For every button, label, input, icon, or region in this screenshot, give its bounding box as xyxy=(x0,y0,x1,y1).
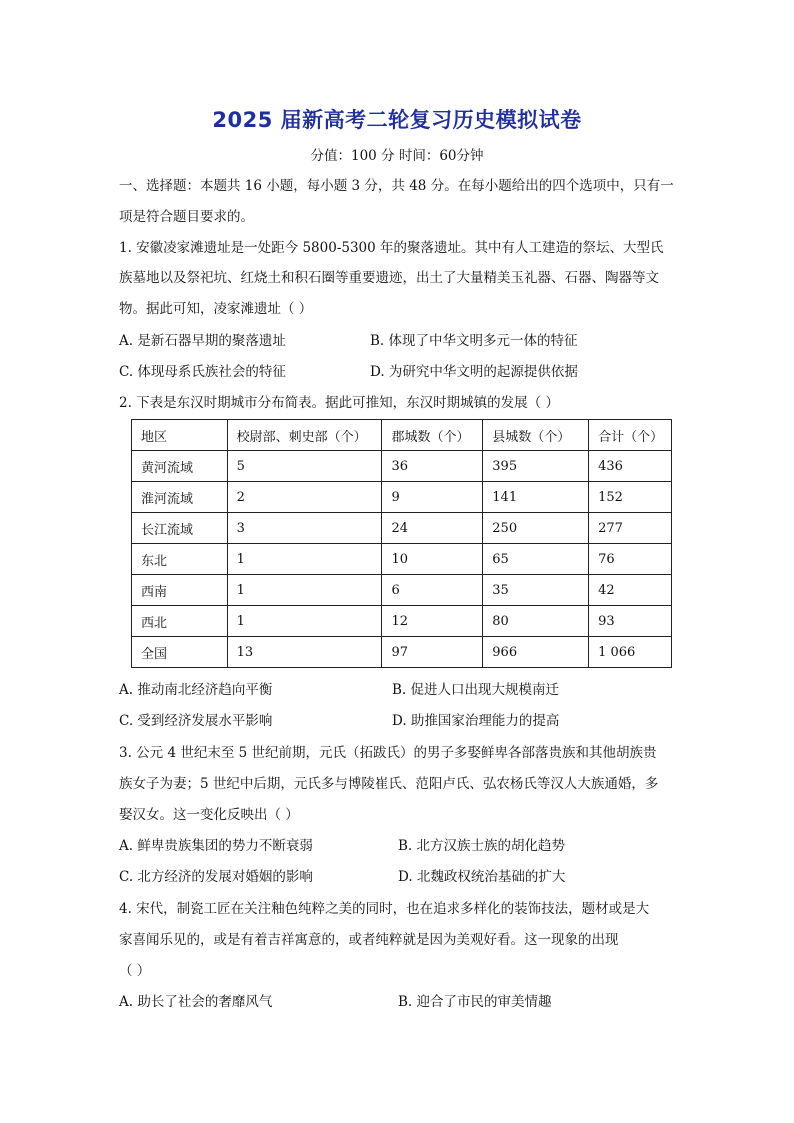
q1-option-d[interactable]: D. 为研究中华文明的起源提供依据 xyxy=(370,364,578,380)
q2-option-a[interactable]: A. 推动南北经济趋向平衡 xyxy=(119,682,273,698)
q3-stem-line1: 3. 公元 4 世纪末至 5 世纪前期，元氏（拓跋氏）的男子多娶鲜卑各部落贵族和其他胡族贵 xyxy=(119,745,657,761)
section-instruction-line2: 项是符合题目要求的。 xyxy=(119,209,254,225)
table-row xyxy=(132,482,672,513)
q2-option-b[interactable]: B. 促进人口出现大规模南迁 xyxy=(392,682,560,698)
table-cell: 5 xyxy=(227,451,382,482)
table-header-cell: 县城数（个） xyxy=(483,420,589,451)
q4-stem-line1: 4. 宋代，制瓷工匠在关注釉色纯粹之美的同时，也在追求多样化的装饰技法，题材或是大 xyxy=(119,901,650,917)
q1-stem-line1: 1. 安徽凌家滩遗址是一处距今 5800-5300 年的聚落遗址。其中有人工建造的祭坛、大型氏 xyxy=(119,240,664,256)
table-row xyxy=(132,637,672,668)
section-instruction-line1: 一、选择题：本题共 16 小题，每小题 3 分，共 48 分。在每小题给出的四个选项中，只有一 xyxy=(119,178,674,194)
table-cell: 152 xyxy=(589,482,672,513)
q4-stem-line3: （ ） xyxy=(119,963,151,979)
q2-option-d[interactable]: D. 助推国家治理能力的提高 xyxy=(392,713,560,729)
q1-stem-line3: 物。据此可知，凌家滩遗址（ ） xyxy=(119,301,313,317)
table-cell: 6 xyxy=(382,575,483,606)
q3-stem-line2: 族女子为妻；5 世纪中后期，元氏多与博陵崔氏、范阳卢氏、弘农杨氏等汉人大族通婚，多 xyxy=(119,776,659,792)
table-cell: 1 xyxy=(227,575,382,606)
table-cell: 1 xyxy=(227,606,382,637)
table-header-cell: 校尉部、刺史部（个） xyxy=(227,420,382,451)
table-cell: 42 xyxy=(589,575,672,606)
table-cell: 东北 xyxy=(132,544,228,575)
table-cell: 76 xyxy=(589,544,672,575)
table-cell: 12 xyxy=(382,606,483,637)
q3-option-a[interactable]: A. 鲜卑贵族集团的势力不断衰弱 xyxy=(119,838,313,854)
table-cell: 97 xyxy=(382,637,483,668)
q3-option-c[interactable]: C. 北方经济的发展对婚姻的影响 xyxy=(119,869,313,885)
table-cell: 1 066 xyxy=(589,637,672,668)
city-distribution-table xyxy=(131,419,672,668)
q1-option-a[interactable]: A. 是新石器早期的聚落遗址 xyxy=(119,333,286,349)
table-cell: 250 xyxy=(483,513,589,544)
table-cell: 黄河流域 xyxy=(132,451,228,482)
table-row xyxy=(132,606,672,637)
table-cell: 西北 xyxy=(132,606,228,637)
q1-stem-line2: 族墓地以及祭祀坑、红烧土和积石圈等重要遗迹，出土了大量精美玉礼器、石器、陶器等文 xyxy=(119,270,659,286)
table-cell: 1 xyxy=(227,544,382,575)
table-row xyxy=(132,575,672,606)
table-cell: 淮河流域 xyxy=(132,482,228,513)
table-cell: 2 xyxy=(227,482,382,513)
table-cell: 13 xyxy=(227,637,382,668)
table-cell: 3 xyxy=(227,513,382,544)
table-header-row xyxy=(132,420,672,451)
table-cell: 西南 xyxy=(132,575,228,606)
score-time-info: 分值：100 分 时间：60分钟 xyxy=(310,148,484,164)
q3-stem-line3: 娶汉女。这一变化反映出（ ） xyxy=(119,807,299,823)
q4-option-b[interactable]: B. 迎合了市民的审美情趣 xyxy=(398,994,552,1010)
table-row xyxy=(132,451,672,482)
table-cell: 141 xyxy=(483,482,589,513)
table-cell: 80 xyxy=(483,606,589,637)
table-cell: 35 xyxy=(483,575,589,606)
table-row xyxy=(132,544,672,575)
table-cell: 966 xyxy=(483,637,589,668)
table-header-cell: 郡城数（个） xyxy=(382,420,483,451)
page-title: 2025 届新高考二轮复习历史模拟试卷 xyxy=(212,108,582,132)
table-cell: 24 xyxy=(382,513,483,544)
table-header-cell: 地区 xyxy=(132,420,228,451)
table-cell: 全国 xyxy=(132,637,228,668)
table-cell: 36 xyxy=(382,451,483,482)
q2-stem: 2. 下表是东汉时期城市分布简表。据此可推知，东汉时期城镇的发展（ ） xyxy=(119,395,559,411)
q2-option-c[interactable]: C. 受到经济发展水平影响 xyxy=(119,713,273,729)
table-cell: 长江流域 xyxy=(132,513,228,544)
table-cell: 436 xyxy=(589,451,672,482)
q4-option-a[interactable]: A. 助长了社会的奢靡风气 xyxy=(119,994,273,1010)
q3-option-b[interactable]: B. 北方汉族士族的胡化趋势 xyxy=(398,838,566,854)
q3-option-d[interactable]: D. 北魏政权统治基础的扩大 xyxy=(398,869,566,885)
table-cell: 277 xyxy=(589,513,672,544)
table-row xyxy=(132,513,672,544)
table-cell: 93 xyxy=(589,606,672,637)
table-cell: 10 xyxy=(382,544,483,575)
table-header-cell: 合计（个） xyxy=(589,420,672,451)
q1-option-b[interactable]: B. 体现了中华文明多元一体的特征 xyxy=(370,333,578,349)
table-cell: 65 xyxy=(483,544,589,575)
table-cell: 9 xyxy=(382,482,483,513)
q1-option-c[interactable]: C. 体现母系氏族社会的特征 xyxy=(119,364,286,380)
q4-stem-line2: 家喜闻乐见的，或是有着吉祥寓意的，或者纯粹就是因为美观好看。这一现象的出现 xyxy=(119,932,619,948)
table-cell: 395 xyxy=(483,451,589,482)
